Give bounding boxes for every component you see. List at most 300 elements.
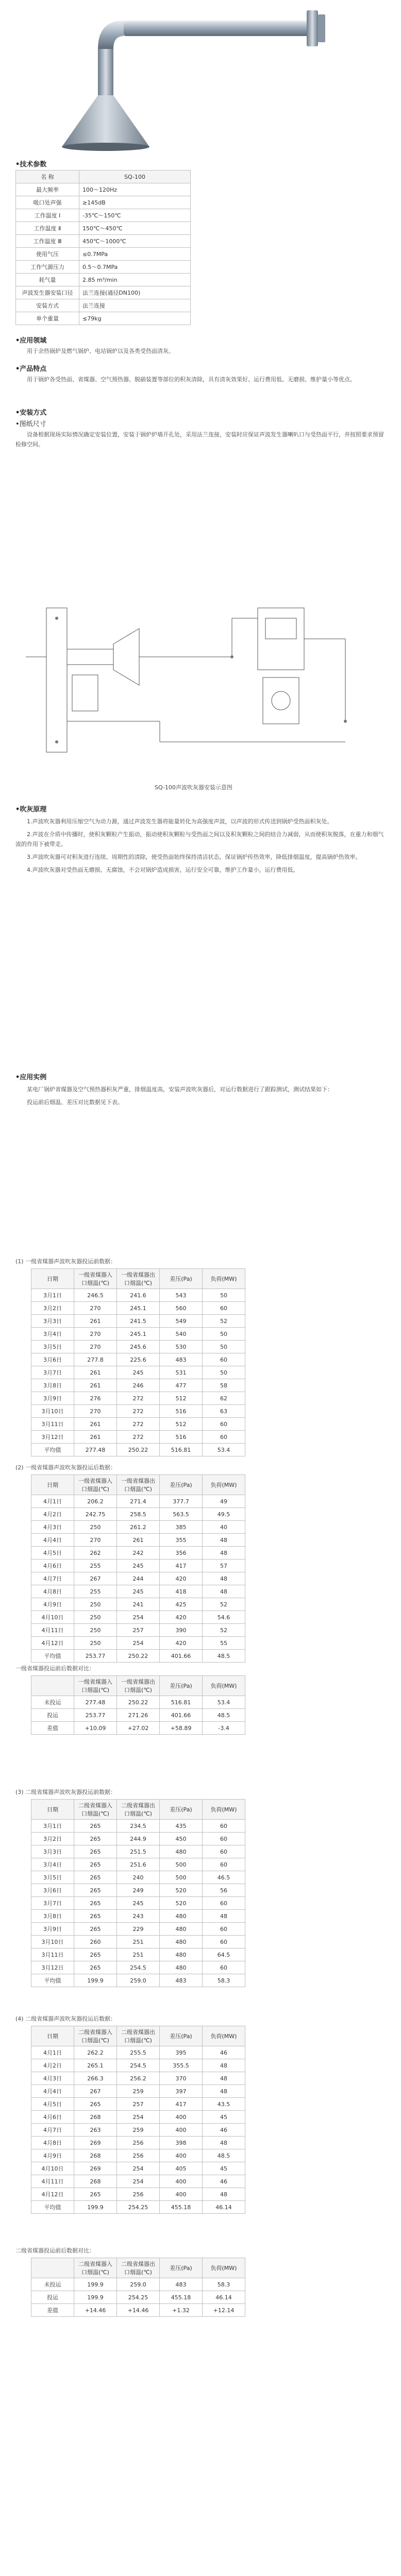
table-row: [31, 1341, 245, 1353]
table-cell: 未投运: [31, 2278, 74, 2291]
table-row: [31, 1871, 245, 1884]
table-cell: 4月4日: [31, 2085, 74, 2098]
table-cell: 512: [160, 1392, 203, 1405]
spec-value-cell: 100～120Hz: [79, 183, 191, 196]
installation-diagram: [15, 587, 386, 783]
table-row: [31, 1315, 245, 1328]
table-row: [31, 1650, 245, 1663]
feature-paragraph: 用于锅炉各受热面、省煤器、空气预热器、脱硝装置等部位的积灰清除，具有清灰效果好、运行费用低、无磨损、维护量小等优点。: [27, 376, 356, 383]
table-cell: 261: [117, 1534, 160, 1547]
table-cell: 355: [160, 1534, 203, 1547]
table-cell: 49: [203, 1495, 245, 1508]
table-header-cell: 负荷(MW): [203, 1269, 245, 1289]
table-cell: 272: [117, 1392, 160, 1405]
table-cell: 483: [160, 1974, 203, 1987]
table-cell: 356: [160, 1547, 203, 1560]
spec-value-cell: 法兰连接: [79, 299, 191, 312]
table-cell: 4月2日: [31, 2059, 74, 2072]
table-row: [31, 2098, 245, 2111]
table-cell: 3月1日: [31, 1289, 74, 1302]
table-cell: 50: [203, 1289, 245, 1302]
table-row: [31, 1598, 245, 1611]
table-cell: 250.22: [117, 1696, 160, 1709]
table-cell: 46.5: [203, 1871, 245, 1884]
table-cell: +14.46: [117, 2304, 160, 2317]
table-header-cell: 二级省煤器出口烟温(℃): [117, 2026, 160, 2046]
spec-value-cell: -35℃～150℃: [79, 209, 191, 222]
table6-caption: 二级省煤器投运前后数据对比：: [15, 2247, 95, 2254]
spec-row: [16, 209, 191, 222]
table-cell: 245: [117, 1897, 160, 1910]
table-cell: 254.5: [117, 2059, 160, 2072]
install-paragraph: 设备根据现场实际情况确定安装位置，安装于锅炉炉墙开孔处，采用法兰连接，安装时应保证声波发生器喇叭口与受热面平行，并按照要求预留检修空间。: [15, 431, 384, 448]
table-cell: 4月8日: [31, 1585, 74, 1598]
table-cell: 4月1日: [31, 2046, 74, 2059]
table-cell: 3月9日: [31, 1923, 74, 1936]
table-cell: +27.02: [117, 1722, 160, 1735]
table-cell: 254: [117, 1637, 160, 1650]
table-cell: 60: [203, 1820, 245, 1833]
table-cell: 199.9: [74, 2201, 117, 2214]
spec-key-cell: 吸口处声强: [16, 196, 79, 209]
table-cell: -3.4: [203, 1722, 245, 1735]
table-cell: 254: [117, 1611, 160, 1624]
table-cell: 270: [74, 1341, 117, 1353]
soot-blower-illustration: [0, 0, 401, 155]
table-cell: 265: [74, 1833, 117, 1845]
table-cell: 390: [160, 1624, 203, 1637]
table-row: [31, 1521, 245, 1534]
table-cell: 60: [203, 1845, 245, 1858]
table-cell: 3月7日: [31, 1366, 74, 1379]
principle-paragraph: 2.声波在介质中传播时，使积灰颗粒产生振动，振动使积灰颗粒与受热面之间以及积灰颗粒之间的结合力减弱，从而使积灰脱落，在重力和烟气流的作用下被带走。: [15, 831, 384, 848]
spec-section-title: •技术参数: [15, 161, 47, 168]
table-cell: 268: [74, 2111, 117, 2124]
table-secondary-before: [31, 1799, 245, 1987]
spec-row: [16, 312, 191, 325]
table-row: [31, 2162, 245, 2175]
table-cell: 48: [203, 2085, 245, 2098]
table-cell: 3月2日: [31, 1302, 74, 1315]
table-row: [31, 2046, 245, 2059]
table-cell: 46: [203, 2046, 245, 2059]
table-cell: 395: [160, 2046, 203, 2059]
table-cell: +14.46: [74, 2304, 117, 2317]
case-paragraph: 某电厂锅炉省煤器及空气预热器积灰严重，排烟温度高，安装声波吹灰器后，对运行数据进行了跟踪测试，测试结果如下：: [27, 1086, 333, 1093]
table-cell: 4月5日: [31, 1547, 74, 1560]
table-header-cell: 差压(Pa): [160, 1676, 203, 1696]
table-cell: 245: [117, 1560, 160, 1572]
table-cell: 55: [203, 1637, 245, 1650]
table-header-cell: 二级省煤器入口烟温(℃): [74, 2258, 117, 2278]
table-cell: 58: [203, 1379, 245, 1392]
table-row: [31, 1624, 245, 1637]
table-cell: 50: [203, 1328, 245, 1341]
table-row: [31, 1709, 245, 1722]
spec-key-cell: 单个重量: [16, 312, 79, 325]
table-row: [31, 1508, 245, 1521]
table-cell: 265: [74, 2098, 117, 2111]
table-cell: 60: [203, 1897, 245, 1910]
table-cell: 251.5: [117, 1845, 160, 1858]
table-cell: 48.5: [203, 2149, 245, 2162]
table-cell: 265: [74, 1897, 117, 1910]
table-cell: 250: [74, 1637, 117, 1650]
table-cell: 3月9日: [31, 1392, 74, 1405]
table-row: [31, 1585, 245, 1598]
table-cell: 3月4日: [31, 1858, 74, 1871]
table-cell: 242: [117, 1547, 160, 1560]
table-cell: 54.6: [203, 1611, 245, 1624]
table-header-row: [31, 1676, 245, 1696]
table-cell: 投运: [31, 1709, 74, 1722]
spec-value-cell: 150℃～450℃: [79, 222, 191, 235]
table-header-row: [31, 2026, 245, 2046]
table-cell: 259.0: [117, 1974, 160, 1987]
table-header-cell: 日期: [31, 2026, 74, 2046]
table-cell: 272: [117, 1431, 160, 1444]
spec-row: [16, 196, 191, 209]
table-cell: 45: [203, 2111, 245, 2124]
table-cell: 483: [160, 2278, 203, 2291]
table-cell: 385: [160, 1521, 203, 1534]
table-row: [31, 1961, 245, 1974]
table-cell: 4月2日: [31, 1508, 74, 1521]
table-cell: 262.2: [74, 2046, 117, 2059]
table-cell: 48.5: [203, 1709, 245, 1722]
table-cell: 4月12日: [31, 1637, 74, 1650]
principle-section-title: •吹灰原理: [15, 806, 47, 814]
table-row: [31, 2201, 245, 2214]
table-cell: 3月11日: [31, 1418, 74, 1431]
table-cell: 531: [160, 1366, 203, 1379]
table-primary-compare: [31, 1675, 245, 1735]
table-cell: 240: [117, 1871, 160, 1884]
table-cell: 60: [203, 1923, 245, 1936]
table-cell: 401.66: [160, 1650, 203, 1663]
table-cell: 265.1: [74, 2059, 117, 2072]
table-cell: 199.9: [74, 2291, 117, 2304]
table-cell: 540: [160, 1328, 203, 1341]
table-cell: 272: [117, 1418, 160, 1431]
table-row: [31, 1974, 245, 1987]
table-cell: 398: [160, 2137, 203, 2149]
spec-key-cell: 工作气源压力: [16, 261, 79, 274]
apply-section-title: •应用领域: [15, 337, 47, 345]
table-cell: 397: [160, 2085, 203, 2098]
table-cell: 262: [74, 1547, 117, 1560]
table-cell: 435: [160, 1820, 203, 1833]
table-cell: 244.9: [117, 1833, 160, 1845]
table-cell: 500: [160, 1871, 203, 1884]
table-cell: 259.0: [117, 2278, 160, 2291]
table-header-row: [31, 2258, 245, 2278]
table-row: [31, 2175, 245, 2188]
table-row: [31, 1289, 245, 1302]
table-header-cell: 负荷(MW): [203, 1800, 245, 1820]
table-cell: 269: [74, 2162, 117, 2175]
principle-paragraph: 1.声波吹灰器利用压缩空气为动力源，通过声波发生器将能量转化为高强度声波，以声波的形式传送到锅炉受热面积灰处。: [27, 818, 333, 825]
table-cell: 48.5: [203, 1650, 245, 1663]
spec-key-cell: 工作温度 Ⅱ: [16, 222, 79, 235]
table-cell: 370: [160, 2072, 203, 2085]
table-header-cell: 差压(Pa): [160, 1800, 203, 1820]
table-header-cell: 一级省煤器出口烟温(℃): [117, 1676, 160, 1696]
table-cell: 480: [160, 1936, 203, 1948]
table-cell: 259: [117, 2085, 160, 2098]
table-cell: 平均值: [31, 1974, 74, 1987]
table-row: [31, 2188, 245, 2201]
table-cell: 255.5: [117, 2046, 160, 2059]
table-cell: 272: [117, 1405, 160, 1418]
product-image: [0, 0, 401, 155]
table-cell: 48: [203, 1534, 245, 1547]
table-cell: 4月7日: [31, 2124, 74, 2137]
spec-row: [16, 248, 191, 261]
table-cell: 271.26: [117, 1709, 160, 1722]
table-cell: 245: [117, 1585, 160, 1598]
table-cell: 455.18: [160, 2291, 203, 2304]
table-cell: 245.1: [117, 1328, 160, 1341]
table-row: [31, 1366, 245, 1379]
table-cell: 254: [117, 2111, 160, 2124]
table-cell: 500: [160, 1858, 203, 1871]
table-row: [31, 2291, 245, 2304]
table-cell: 241.6: [117, 1289, 160, 1302]
table-cell: 245.6: [117, 1341, 160, 1353]
table-row: [31, 1392, 245, 1405]
table-cell: 243: [117, 1910, 160, 1923]
spec-value-cell: 450℃～1000℃: [79, 235, 191, 248]
table-cell: 60: [203, 1418, 245, 1431]
table-cell: 40: [203, 1521, 245, 1534]
table-cell: 267: [74, 2085, 117, 2098]
table-row: [31, 1431, 245, 1444]
table-cell: 400: [160, 2111, 203, 2124]
table-cell: 255: [74, 1585, 117, 1598]
table-cell: 400: [160, 2149, 203, 2162]
table-cell: 261.2: [117, 1521, 160, 1534]
table-cell: 266.3: [74, 2072, 117, 2085]
spec-header-row: [16, 171, 191, 183]
table-cell: 455.18: [160, 2201, 203, 2214]
table-row: [31, 1611, 245, 1624]
table-cell: 560: [160, 1302, 203, 1315]
table-row: [31, 1572, 245, 1585]
table-header-cell: 负荷(MW): [203, 2258, 245, 2278]
table-cell: 60: [203, 1353, 245, 1366]
spec-value-cell: 0.5～0.7MPa: [79, 261, 191, 274]
table-cell: 259: [117, 2124, 160, 2137]
feature-section-title: •产品特点: [15, 365, 47, 373]
table-cell: 46.14: [203, 2201, 245, 2214]
table-cell: 260: [74, 1936, 117, 1948]
table-cell: 225.6: [117, 1353, 160, 1366]
table-cell: +10.09: [74, 1722, 117, 1735]
table-row: [31, 1948, 245, 1961]
table-row: [31, 1884, 245, 1897]
table-cell: 48: [203, 2137, 245, 2149]
table-cell: 46: [203, 2124, 245, 2137]
spec-value-cell: ≥145dB: [79, 196, 191, 209]
table-cell: 3月11日: [31, 1948, 74, 1961]
table-row: [31, 1696, 245, 1709]
table-cell: 520: [160, 1884, 203, 1897]
table-cell: 4月10日: [31, 1611, 74, 1624]
spec-table: [15, 170, 191, 325]
table-header-cell: 负荷(MW): [203, 1676, 245, 1696]
table-cell: 405: [160, 2162, 203, 2175]
table-cell: 45: [203, 2162, 245, 2175]
table-cell: 269: [74, 2137, 117, 2149]
table-header-cell: 日期: [31, 1475, 74, 1495]
table-cell: 516: [160, 1405, 203, 1418]
table-cell: 250: [74, 1598, 117, 1611]
table-row: [31, 1936, 245, 1948]
table-cell: 263: [74, 2124, 117, 2137]
case-section-title: •应用实例: [15, 1074, 47, 1081]
table-cell: 3月2日: [31, 1833, 74, 1845]
table-row: [31, 1637, 245, 1650]
table-cell: 245.1: [117, 1302, 160, 1315]
table-cell: 418: [160, 1585, 203, 1598]
table-cell: 3月1日: [31, 1820, 74, 1833]
principle-text: [15, 817, 386, 878]
spec-header-cell: 名 称: [16, 171, 79, 183]
table-row: [31, 1495, 245, 1508]
case-paragraph: 投运前后烟温、差压对比数据见下表。: [27, 1099, 123, 1106]
table-cell: 62: [203, 1392, 245, 1405]
table-cell: 512: [160, 1418, 203, 1431]
table-row: [31, 1405, 245, 1418]
table-cell: 251.6: [117, 1858, 160, 1871]
table-row: [31, 2278, 245, 2291]
table-cell: 265: [74, 1948, 117, 1961]
table-cell: 251: [117, 1936, 160, 1948]
table-header-row: [31, 1269, 245, 1289]
install-text: [15, 430, 386, 452]
spec-row: [16, 274, 191, 286]
table-row: [31, 2059, 245, 2072]
table-cell: 417: [160, 1560, 203, 1572]
table-cell: 254.25: [117, 2291, 160, 2304]
table-cell: 241: [117, 1598, 160, 1611]
table-cell: 平均值: [31, 2201, 74, 2214]
table-cell: 46.14: [203, 2291, 245, 2304]
table-cell: 401.66: [160, 1709, 203, 1722]
table-header-cell: [31, 2258, 74, 2278]
table-cell: 254: [117, 2175, 160, 2188]
table-cell: 265: [74, 1910, 117, 1923]
spec-row: [16, 235, 191, 248]
table-cell: 516: [160, 1431, 203, 1444]
spec-key-cell: 工作温度 Ⅰ: [16, 209, 79, 222]
table-cell: 3月8日: [31, 1910, 74, 1923]
table-row: [31, 1379, 245, 1392]
table-header-cell: 一级省煤器出口烟温(℃): [117, 1475, 160, 1495]
table-cell: 4月1日: [31, 1495, 74, 1508]
table-cell: 48: [203, 1547, 245, 1560]
table-header-cell: 日期: [31, 1269, 74, 1289]
table-cell: 255: [74, 1560, 117, 1572]
table-header-row: [31, 1475, 245, 1495]
table-header-cell: 二级省煤器入口烟温(℃): [74, 1800, 117, 1820]
installation-drawing: [15, 587, 386, 773]
table-cell: 241.5: [117, 1315, 160, 1328]
principle-paragraph: 4.声波吹灰器对受热面无磨损、无腐蚀，不会对锅炉造成损害，运行安全可靠，维护工作量小，运行费用低。: [27, 867, 299, 873]
table-row: [31, 1302, 245, 1315]
table-cell: 199.9: [74, 1974, 117, 1987]
table-cell: 254.5: [117, 1961, 160, 1974]
table-cell: 254.25: [117, 2201, 160, 2214]
table-cell: 257: [117, 1624, 160, 1637]
table-cell: 270: [74, 1405, 117, 1418]
table-header-cell: 负荷(MW): [203, 2026, 245, 2046]
table-cell: 250: [74, 1521, 117, 1534]
table-cell: 516.81: [160, 1444, 203, 1456]
table-cell: 265: [74, 1820, 117, 1833]
table-cell: 3月3日: [31, 1845, 74, 1858]
table-row: [31, 1820, 245, 1833]
table-row: [31, 1534, 245, 1547]
table-row: [31, 1833, 245, 1845]
table-row: [31, 2085, 245, 2098]
table-row: [31, 1328, 245, 1341]
table-cell: 265: [74, 1923, 117, 1936]
table-cell: 4月11日: [31, 2175, 74, 2188]
table-header-cell: 差压(Pa): [160, 1269, 203, 1289]
table-cell: 268: [74, 2149, 117, 2162]
table-cell: 58.3: [203, 1974, 245, 1987]
spec-key-cell: 耗气量: [16, 274, 79, 286]
case-text: [15, 1084, 386, 1110]
table-cell: 270: [74, 1302, 117, 1315]
table-header-cell: [31, 1676, 74, 1696]
table-cell: 480: [160, 1923, 203, 1936]
table-cell: 4月9日: [31, 2149, 74, 2162]
table-cell: 265: [74, 1961, 117, 1974]
table-cell: 265: [74, 1884, 117, 1897]
table-cell: 60: [203, 1858, 245, 1871]
table-cell: 50: [203, 1341, 245, 1353]
table-cell: 250: [74, 1624, 117, 1637]
table5-caption: (4) 二级省煤器声波吹灰器投运后数据：: [15, 2015, 116, 2022]
table-cell: +12.14: [203, 2304, 245, 2317]
table-cell: 261: [74, 1366, 117, 1379]
table-cell: 480: [160, 1845, 203, 1858]
table-cell: 4月8日: [31, 2137, 74, 2149]
table-header-cell: 一级省煤器出口烟温(℃): [117, 1269, 160, 1289]
table-cell: 261: [74, 1379, 117, 1392]
table-cell: 60: [203, 1961, 245, 1974]
feature-text: [15, 375, 386, 387]
apply-paragraph: 用于余热锅炉及燃气锅炉、电站锅炉以及各类受热面清灰。: [27, 348, 174, 354]
table-header-cell: 日期: [31, 1800, 74, 1820]
table-row: [31, 2304, 245, 2317]
table-cell: 355.5: [160, 2059, 203, 2072]
diagram-caption: SQ-100声波吹灰器安装示意图: [155, 784, 232, 791]
table-cell: 63: [203, 1405, 245, 1418]
table-cell: 520: [160, 1897, 203, 1910]
table-cell: 257: [117, 2098, 160, 2111]
table-cell: 4月3日: [31, 2072, 74, 2085]
table-cell: 4月6日: [31, 2111, 74, 2124]
table-cell: 563.5: [160, 1508, 203, 1521]
table-cell: 261: [74, 1418, 117, 1431]
table-header-cell: 二级省煤器出口烟温(℃): [117, 1800, 160, 1820]
spec-value-cell: 法兰连接(通径DN100): [79, 286, 191, 299]
table-row: [31, 1722, 245, 1735]
